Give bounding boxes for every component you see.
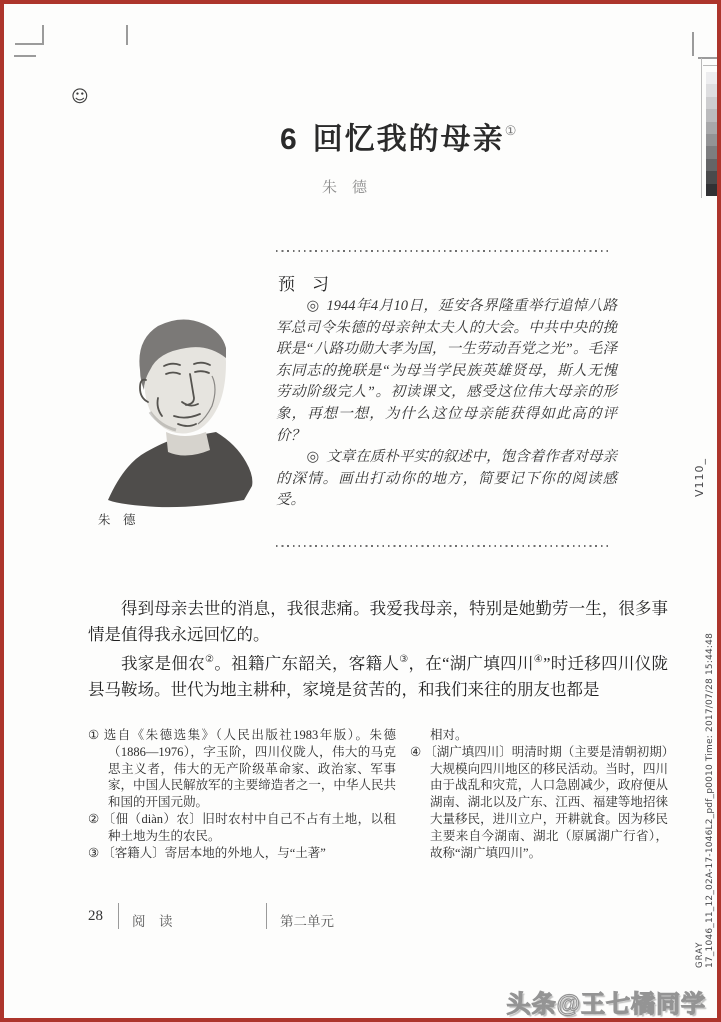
footer-divider	[266, 903, 267, 929]
portrait-caption: 朱 德	[98, 513, 136, 527]
body-paragraph: 得到母亲去世的消息，我很悲痛。我爱我母亲，特别是她勤劳一生，很多事情是值得我永远回忆的。	[88, 599, 668, 644]
lesson-title-text: 回忆我的母亲	[312, 123, 505, 156]
footnote-marker: ③	[88, 845, 100, 860]
crop-mark	[692, 32, 694, 56]
footer-section-label: 阅 读	[132, 914, 173, 929]
crop-mark	[42, 25, 44, 45]
grayscale-step	[706, 97, 721, 109]
footnotes-left-column	[88, 727, 396, 861]
scan-code-vertical: V110_	[693, 457, 706, 497]
crop-mark	[126, 25, 128, 45]
dotted-divider	[276, 250, 610, 252]
grayscale-step	[706, 184, 721, 196]
footnote-ref: ③	[399, 654, 409, 665]
grayscale-step	[706, 171, 721, 183]
grayscale-step	[706, 134, 721, 146]
footnote-item: ③ 〔客籍人〕寄居本地的外地人，与“土著”	[88, 845, 326, 860]
footnote-item: ② 〔佃（diàn）农〕旧时农村中自己不占有土地，以租种土地为生的农民。	[88, 811, 396, 843]
footnote-item: ① 选自《朱德选集》（人民出版社1983年版）。朱德（1886—1976），字玉阶，四川仪陇人，伟大的马克思主义者，伟大的无产阶级革命家、政治家、军事家，中国人民解放军的主要缔造者之一，中华人民共和国的开国元勋。	[88, 728, 396, 810]
footnote-marker: ④	[410, 744, 422, 759]
preview-section	[276, 296, 617, 512]
footer-unit-label: 第二单元	[280, 914, 334, 929]
footnote-marker: ②	[88, 811, 100, 826]
portrait-drawing	[94, 314, 264, 509]
watermark: 头条@王七橘同学	[506, 991, 706, 1018]
grayscale-step	[706, 122, 721, 134]
preview-item: ◎ 1944年4月10日，延安各界隆重举行追悼八路军总司令朱德的母亲钟太夫人的大会。中共中央的挽联是“八路功勋大孝为国，一生劳动吾党之光”。毛泽东同志的挽联是“为母当学民族英雄贤母，斯人无愧劳动阶级完人”。初读课文，感受这位伟大母亲的形象，再想一想，为什么这位母亲能获得如此高的评价？	[276, 298, 618, 444]
grayscale-step	[706, 84, 721, 96]
footnotes	[88, 727, 668, 861]
preview-item: ◎ 文章在质朴平实的叙述中，饱含着作者对母亲的深情。画出打动你的地方，简要记下你的阅读感受。	[276, 449, 617, 509]
dotted-divider	[276, 545, 610, 547]
crop-mark	[14, 55, 36, 57]
footnote-ref: ④	[533, 654, 544, 665]
body-paragraph: 我家是佃农②。祖籍广东韶关，客籍人③，在“湖广填四川④”时迁移四川仪陇县马鞍场。世代为地主耕种，家境是贫苦的，和我们来往的朋友也都是	[88, 654, 669, 699]
scan-gray-label: GRAY	[695, 941, 705, 968]
bullet-icon: ◎	[306, 298, 320, 314]
author-name: 朱 德	[322, 180, 368, 196]
crop-mark	[701, 58, 702, 198]
body-text	[88, 596, 668, 702]
grayscale-step	[706, 72, 721, 84]
footer-divider	[118, 903, 119, 929]
crop-mark	[703, 65, 721, 66]
footnote-ref: ②	[205, 654, 215, 665]
zhude-portrait-sketch	[94, 314, 264, 509]
footnote-marker: ①	[88, 728, 101, 742]
crop-mark	[15, 43, 43, 45]
smiley-mark: ☺	[71, 87, 89, 107]
grayscale-step	[706, 159, 721, 171]
footnote-item: ④ 〔湖广填四川〕明清时期（主要是清朝初期）大规模向四川地区的移民活动。当时，四川由于战乱和灾荒，人口急剧减少，政府便从湖南、湖北以及广东、江西、福建等地招徕大量移民，进川立户，开耕就食。因为移民主要来自今湖南、湖北（原属湖广行省），故称“湖广填四川”。	[410, 744, 668, 860]
bullet-icon: ◎	[306, 449, 320, 466]
footnote-ref: ①	[504, 123, 517, 138]
footnote-continuation: 相对。	[430, 728, 468, 742]
lesson-title	[280, 114, 516, 158]
footnotes-right-column	[410, 727, 668, 861]
page-number: 28	[88, 908, 103, 924]
grayscale-step	[706, 146, 721, 158]
grayscale-step	[706, 109, 721, 121]
preview-heading: 预 习	[278, 275, 329, 294]
lesson-number: 6	[280, 123, 297, 156]
scan-fileinfo-vertical: 17_1046_11_12_02A-17-1046L2_pdf_p0010 Time: 2017/07/28 15:44:48	[705, 632, 715, 968]
grayscale-calibration-strip	[706, 72, 721, 196]
